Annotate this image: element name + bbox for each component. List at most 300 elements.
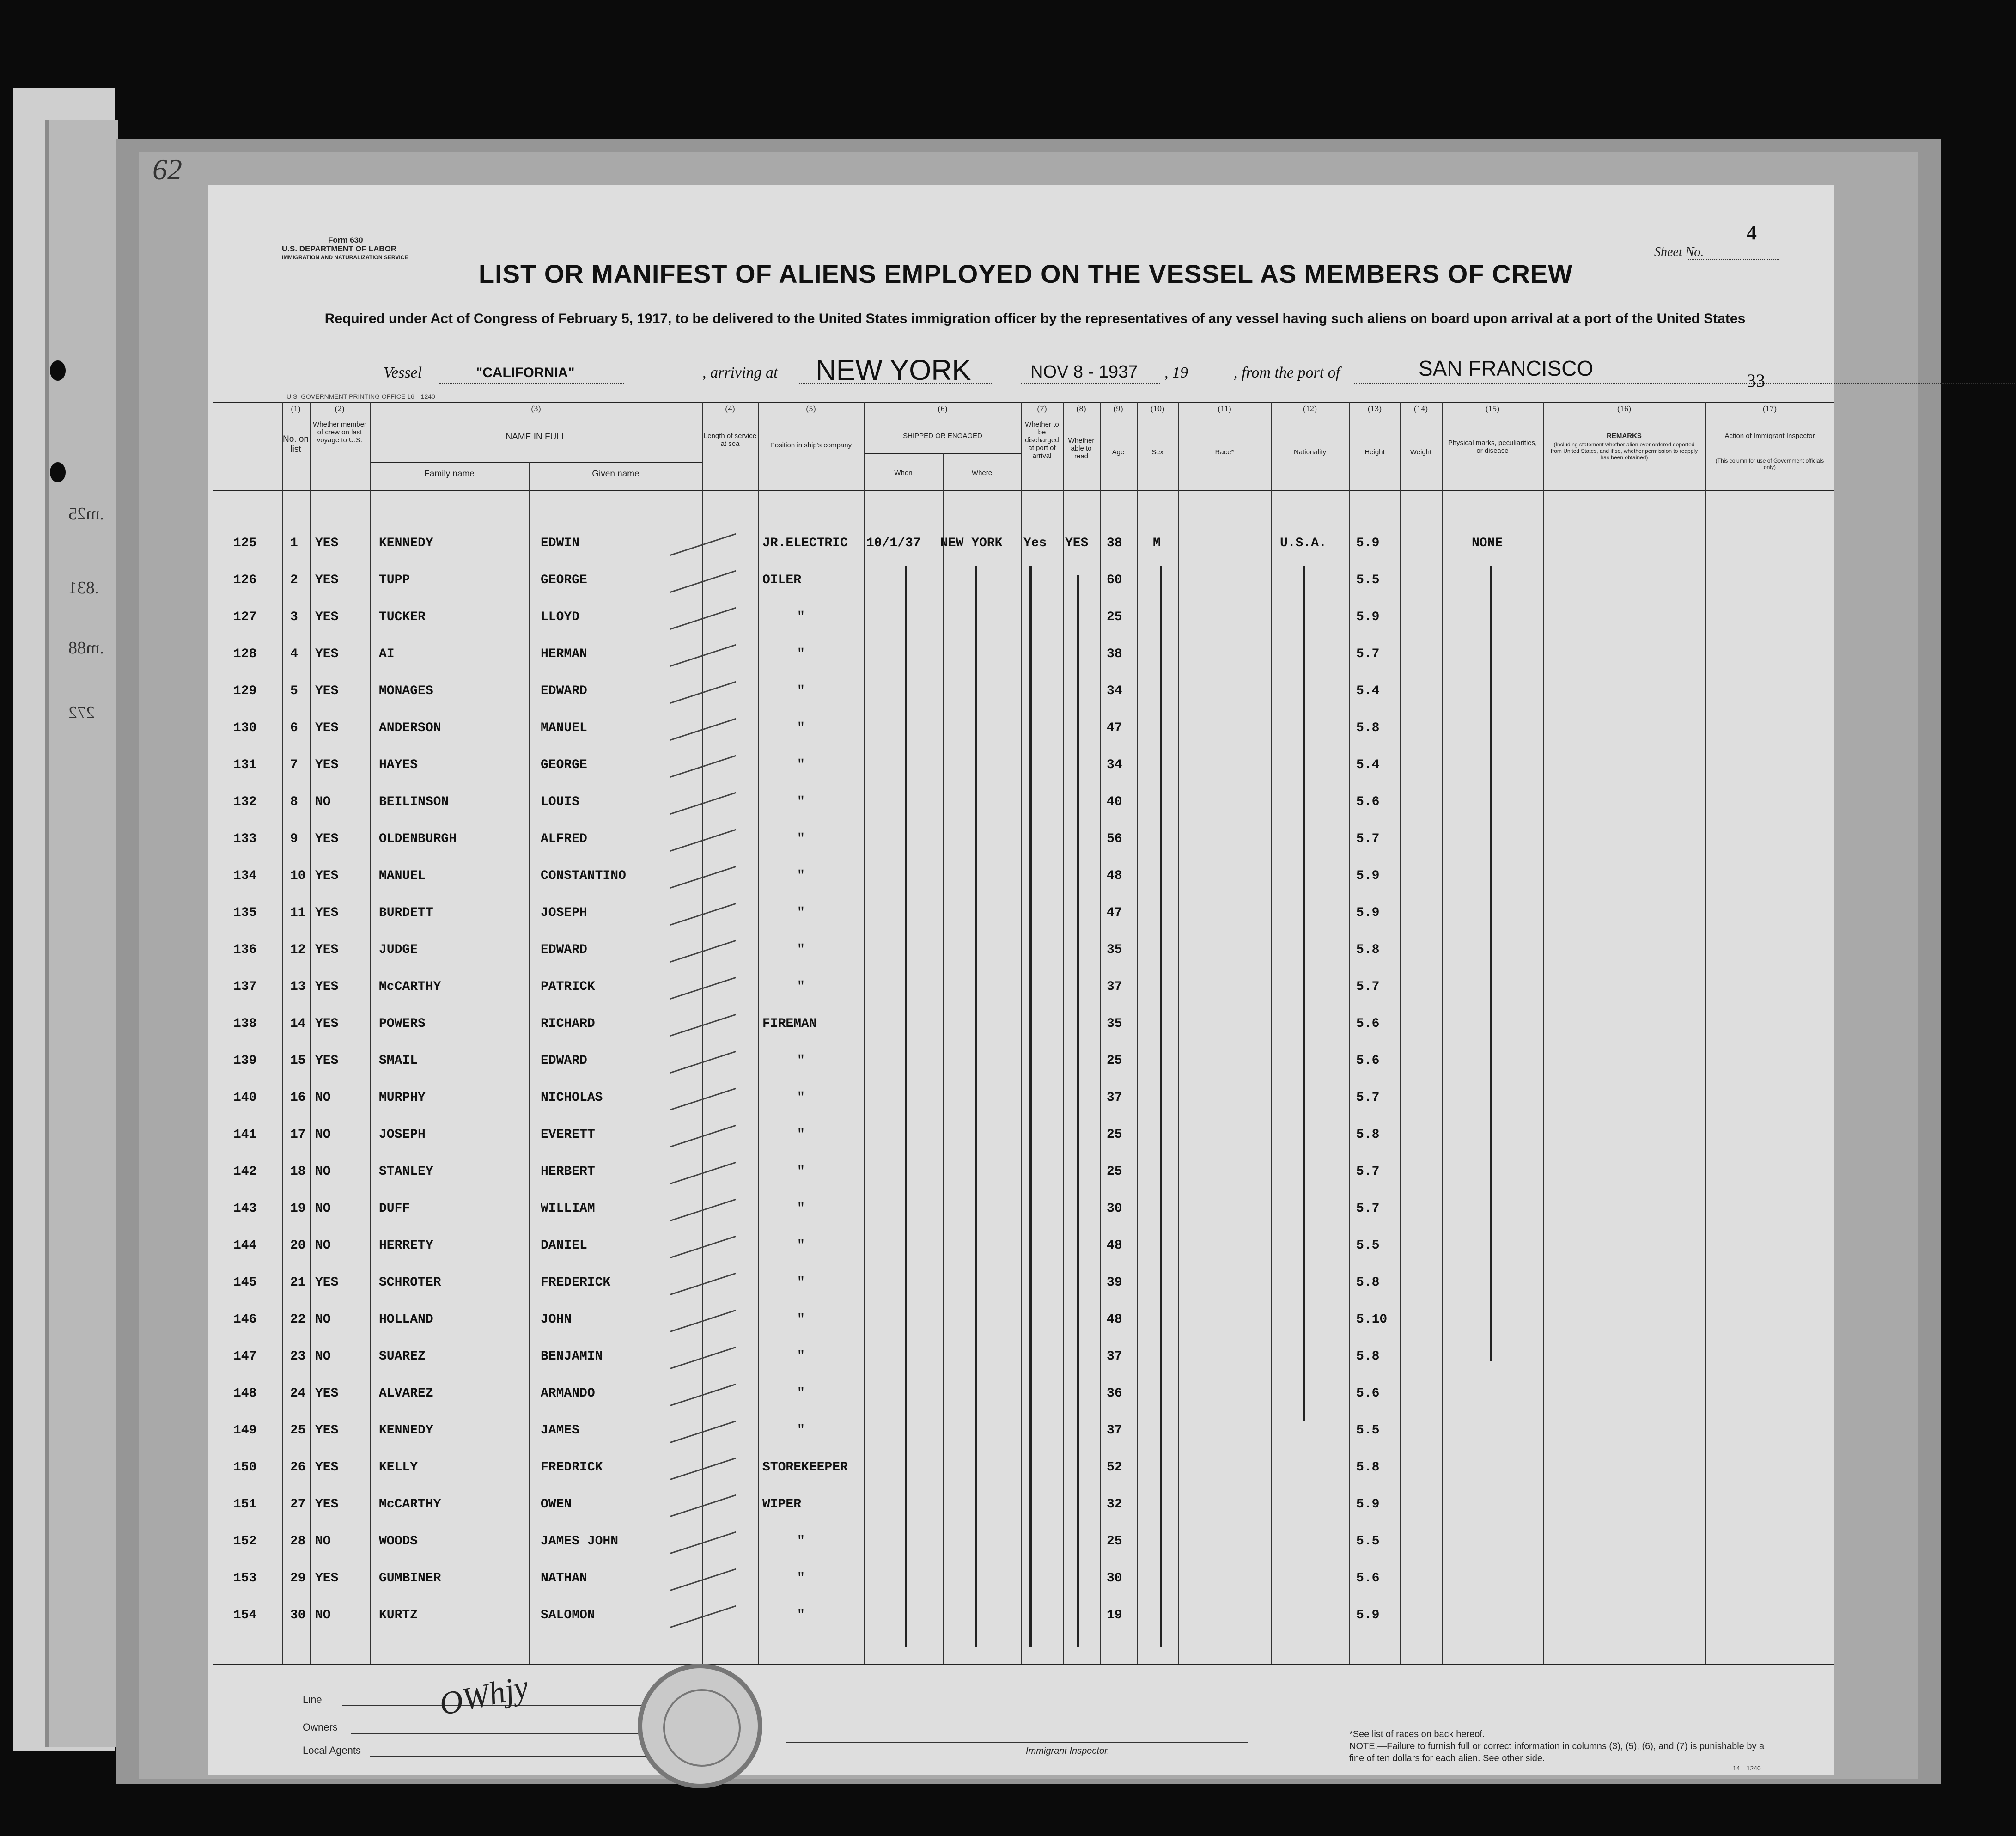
column-number: (9)	[1113, 404, 1123, 413]
row-ref-number: 136	[233, 943, 257, 957]
row-age: 25	[1107, 1534, 1122, 1549]
row-previous-voyage: NO	[315, 1349, 331, 1364]
row-previous-voyage: YES	[315, 1571, 339, 1586]
ditto-line-discharged	[1029, 566, 1032, 1647]
row-position: "	[797, 610, 805, 624]
inspector-label: Immigrant Inspector.	[1026, 1746, 1110, 1756]
row-previous-voyage: YES	[315, 943, 339, 957]
inspector-signature-rule	[786, 1742, 1248, 1743]
column-number: (8)	[1076, 404, 1086, 413]
row-list-number: 16	[290, 1091, 306, 1105]
row-family-name: ANDERSON	[379, 721, 441, 735]
row-position: "	[797, 758, 805, 772]
ditto-line-when	[905, 566, 907, 1647]
row-age: 34	[1107, 758, 1122, 772]
row-position: FIREMAN	[762, 1017, 817, 1031]
row-height: 5.9	[1356, 536, 1380, 550]
corner-pencil-mark: 62	[152, 153, 182, 186]
row-family-name: TUCKER	[379, 610, 426, 624]
row-given-name: EDWARD	[541, 1054, 587, 1068]
row-previous-voyage: YES	[315, 980, 339, 994]
table-row	[0, 1608, 2016, 1636]
handwritten-signature: OWhjy	[436, 1669, 532, 1723]
row-ref-number: 126	[233, 573, 257, 587]
binder-mark: .m88	[68, 638, 104, 658]
row-list-number: 18	[290, 1165, 306, 1179]
row-age: 35	[1107, 1017, 1122, 1031]
row-height: 5.7	[1356, 832, 1380, 846]
row-family-name: OLDENBURGH	[379, 832, 457, 846]
note-penalty: NOTE.—Failure to furnish full or correct information in columns (3), (5), (6), and (7) is punishable by a fine of ten dollars for each alien. See other side.	[1349, 1741, 1765, 1763]
row-family-name: SUAREZ	[379, 1349, 426, 1364]
header-race: Race*	[1215, 448, 1234, 456]
column-number: (4)	[725, 404, 735, 413]
row-ref-number: 140	[233, 1091, 257, 1105]
row-given-name: ARMANDO	[541, 1386, 595, 1401]
row-age: 39	[1107, 1275, 1122, 1290]
row-age: 38	[1107, 647, 1122, 661]
row-height: 5.5	[1356, 1534, 1380, 1549]
row-height: 5.9	[1356, 869, 1380, 883]
row-height: 5.6	[1356, 1571, 1380, 1586]
row-family-name: KURTZ	[379, 1608, 418, 1623]
row-age: 60	[1107, 573, 1122, 587]
table-row	[0, 1423, 2016, 1451]
ditto-line-read	[1077, 575, 1079, 1647]
row-position: "	[797, 1571, 805, 1586]
table-row	[0, 1202, 2016, 1229]
row-height: 5.9	[1356, 1497, 1380, 1512]
row-given-name: GEORGE	[541, 573, 587, 587]
row-age: 40	[1107, 795, 1122, 809]
table-row	[0, 536, 2016, 564]
header-discharged: Whether to be discharged at port of arrival	[1025, 421, 1059, 460]
row-previous-voyage: NO	[315, 1238, 331, 1253]
row-family-name: KENNEDY	[379, 1423, 433, 1438]
header-able-to-read: Whether able to read	[1068, 437, 1095, 460]
row-previous-voyage: NO	[315, 1534, 331, 1549]
header-when: When	[894, 469, 913, 477]
column-number: (15)	[1486, 404, 1499, 413]
row-family-name: DUFF	[379, 1202, 410, 1216]
row-previous-voyage: YES	[315, 1054, 339, 1068]
footer-owners-rule	[351, 1733, 665, 1734]
row-height: 5.8	[1356, 1460, 1380, 1475]
row-previous-voyage: YES	[315, 758, 339, 772]
row-previous-voyage: YES	[315, 647, 339, 661]
table-row	[0, 1054, 2016, 1081]
row-previous-voyage: YES	[315, 573, 339, 587]
table-row	[0, 1312, 2016, 1340]
row-age: 25	[1107, 1165, 1122, 1179]
row-list-number: 25	[290, 1423, 306, 1438]
row-given-name: DANIEL	[541, 1238, 587, 1253]
table-row	[0, 647, 2016, 675]
row-physical-marks: NONE	[1472, 536, 1503, 550]
row-family-name: HERRETY	[379, 1238, 433, 1253]
table-row	[0, 1275, 2016, 1303]
row-position: "	[797, 1238, 805, 1253]
row-height: 5.7	[1356, 1165, 1380, 1179]
row-previous-voyage: NO	[315, 1128, 331, 1142]
row-given-name: WILLIAM	[541, 1202, 595, 1216]
row-position: "	[797, 1386, 805, 1401]
table-row	[0, 684, 2016, 712]
table-row	[0, 906, 2016, 933]
row-given-name: CONSTANTINO	[541, 869, 626, 883]
department-name: U.S. DEPARTMENT OF LABOR	[282, 244, 397, 253]
header-age: Age	[1112, 448, 1125, 456]
table-row	[0, 1349, 2016, 1377]
row-given-name: EVERETT	[541, 1128, 595, 1142]
row-ref-number: 142	[233, 1165, 257, 1179]
row-given-name: HERMAN	[541, 647, 587, 661]
table-row	[0, 943, 2016, 970]
row-previous-voyage: NO	[315, 1165, 331, 1179]
row-height: 5.4	[1356, 684, 1380, 698]
arrival-date: NOV 8 - 1937	[1030, 362, 1138, 382]
row-position: "	[797, 1349, 805, 1364]
row-age: 48	[1107, 1238, 1122, 1253]
row-age: 37	[1107, 1349, 1122, 1364]
row-height: 5.7	[1356, 647, 1380, 661]
column-number: (6)	[938, 404, 948, 413]
table-row	[0, 610, 2016, 638]
row-list-number: 23	[290, 1349, 306, 1364]
row-list-number: 1	[290, 536, 298, 550]
header-previous-voyage: Whether member of crew on last voyage to U.S.	[313, 421, 366, 444]
row-given-name: RICHARD	[541, 1017, 595, 1031]
row-previous-voyage: YES	[315, 721, 339, 735]
footer-notes	[1349, 1728, 1765, 1764]
header-nationality: Nationality	[1293, 448, 1327, 456]
row-list-number: 6	[290, 721, 298, 735]
row-discharged: Yes	[1023, 536, 1047, 550]
row-ref-number: 130	[233, 721, 257, 735]
row-given-name: JOSEPH	[541, 906, 587, 920]
header-no-on-list: No. on list	[283, 434, 309, 454]
row-position: "	[797, 1312, 805, 1327]
row-family-name: SMAIL	[379, 1054, 418, 1068]
column-number: (16)	[1617, 404, 1631, 413]
row-height: 5.10	[1356, 1312, 1388, 1327]
row-ref-number: 150	[233, 1460, 257, 1475]
row-height: 5.9	[1356, 1608, 1380, 1623]
row-list-number: 4	[290, 647, 298, 661]
table-row	[0, 1460, 2016, 1488]
vessel-name-line	[439, 383, 624, 384]
row-given-name: JAMES	[541, 1423, 580, 1438]
sheet-label: Sheet No.	[1654, 245, 1704, 259]
row-age: 47	[1107, 721, 1122, 735]
row-list-number: 27	[290, 1497, 306, 1512]
from-label: , from the port of	[1234, 364, 1340, 381]
table-row	[0, 1128, 2016, 1155]
row-family-name: AI	[379, 647, 395, 661]
row-previous-voyage: YES	[315, 1460, 339, 1475]
vessel-label: Vessel	[384, 364, 422, 381]
column-number: (17)	[1763, 404, 1777, 413]
row-height: 5.5	[1356, 1238, 1380, 1253]
row-height: 5.8	[1356, 1349, 1380, 1364]
header-inspector-action: Action of Immigrant Inspector	[1724, 432, 1815, 440]
row-shipped-when: 10/1/37	[866, 536, 921, 550]
row-previous-voyage: YES	[315, 1423, 339, 1438]
row-ref-number: 137	[233, 980, 257, 994]
row-family-name: McCARTHY	[379, 1497, 441, 1512]
arriving-port-line	[799, 383, 993, 384]
row-family-name: HAYES	[379, 758, 418, 772]
row-given-name: EDWARD	[541, 684, 587, 698]
row-position: "	[797, 832, 805, 846]
table-header-rule	[213, 490, 1834, 491]
table-row	[0, 869, 2016, 897]
header-sex: Sex	[1151, 448, 1163, 456]
arriving-label: , arriving at	[702, 364, 778, 381]
row-position: "	[797, 647, 805, 661]
arriving-port: NEW YORK	[816, 354, 971, 386]
row-given-name: LOUIS	[541, 795, 580, 809]
row-ref-number: 152	[233, 1534, 257, 1549]
row-given-name: MANUEL	[541, 721, 587, 735]
row-family-name: SCHROTER	[379, 1275, 441, 1290]
row-family-name: HOLLAND	[379, 1312, 433, 1327]
row-ref-number: 151	[233, 1497, 257, 1512]
row-ref-number: 145	[233, 1275, 257, 1290]
table-row	[0, 795, 2016, 823]
binder-mark: .m25	[68, 504, 104, 524]
row-list-number: 19	[290, 1202, 306, 1216]
row-ref-number: 139	[233, 1054, 257, 1068]
column-number: (7)	[1037, 404, 1047, 413]
row-given-name: PATRICK	[541, 980, 595, 994]
page-subtitle: Required under Act of Congress of February 5, 1917, to be delivered to the United States immigration officer by the representatives of any vessel having such aliens on board upon arrival at a port of the United States	[324, 311, 1746, 326]
row-position: "	[797, 721, 805, 735]
page-title: LIST OR MANIFEST OF ALIENS EMPLOYED ON THE VESSEL AS MEMBERS OF CREW	[478, 259, 1573, 288]
row-list-number: 29	[290, 1571, 306, 1586]
row-height: 5.6	[1356, 1386, 1380, 1401]
binder-mark: 272	[68, 703, 95, 722]
row-ref-number: 147	[233, 1349, 257, 1364]
row-family-name: GUMBINER	[379, 1571, 441, 1586]
table-row	[0, 1534, 2016, 1562]
row-height: 5.8	[1356, 943, 1380, 957]
row-position: "	[797, 1091, 805, 1105]
row-family-name: JUDGE	[379, 943, 418, 957]
table-row	[0, 832, 2016, 860]
table-row	[0, 1017, 2016, 1044]
row-list-number: 10	[290, 869, 306, 883]
row-list-number: 3	[290, 610, 298, 624]
row-height: 5.6	[1356, 795, 1380, 809]
header-name-in-full: NAME IN FULL	[506, 432, 566, 442]
binder-mark: .831	[68, 578, 99, 598]
row-shipped-where: NEW YORK	[940, 536, 1003, 550]
header-position: Position in ship's company	[770, 441, 852, 449]
row-given-name: EDWARD	[541, 943, 587, 957]
ditto-line-where	[975, 566, 977, 1647]
column-number: (12)	[1303, 404, 1317, 413]
row-age: 37	[1107, 1091, 1122, 1105]
row-ref-number: 129	[233, 684, 257, 698]
table-top-rule	[213, 402, 1834, 403]
row-family-name: KELLY	[379, 1460, 418, 1475]
row-ref-number: 154	[233, 1608, 257, 1623]
row-ref-number: 125	[233, 536, 257, 550]
row-list-number: 2	[290, 573, 298, 587]
row-height: 5.9	[1356, 610, 1380, 624]
row-previous-voyage: YES	[315, 1017, 339, 1031]
table-row	[0, 980, 2016, 1007]
row-previous-voyage: YES	[315, 536, 339, 550]
form-header-block	[240, 236, 408, 262]
row-given-name: JOHN	[541, 1312, 572, 1327]
row-list-number: 14	[290, 1017, 306, 1031]
row-ref-number: 148	[233, 1386, 257, 1401]
table-row	[0, 1571, 2016, 1599]
row-list-number: 7	[290, 758, 298, 772]
row-age: 25	[1107, 1128, 1122, 1142]
row-position: STOREKEEPER	[762, 1460, 848, 1475]
row-list-number: 11	[290, 906, 306, 920]
row-position: "	[797, 1202, 805, 1216]
footer-line-label: Line	[303, 1694, 322, 1705]
header-inspector-note: (This column for use of Government officials only)	[1715, 457, 1824, 470]
row-position: JR.ELECTRIC	[762, 536, 848, 550]
row-family-name: MURPHY	[379, 1091, 426, 1105]
row-ref-number: 135	[233, 906, 257, 920]
row-height: 5.5	[1356, 573, 1380, 587]
header-remarks-note: (Including statement whether alien ever ordered deported from United States, and if so, whether permission to reapply has been obtained)	[1550, 441, 1698, 461]
row-previous-voyage: YES	[315, 869, 339, 883]
row-previous-voyage: NO	[315, 1608, 331, 1623]
row-age: 32	[1107, 1497, 1122, 1512]
row-list-number: 17	[290, 1128, 306, 1142]
vessel-name: "CALIFORNIA"	[476, 365, 575, 380]
row-ref-number: 127	[233, 610, 257, 624]
row-age: 34	[1107, 684, 1122, 698]
table-row	[0, 573, 2016, 601]
row-list-number: 13	[290, 980, 306, 994]
row-list-number: 24	[290, 1386, 306, 1401]
column-number: (14)	[1414, 404, 1428, 413]
row-family-name: MANUEL	[379, 869, 426, 883]
sheet-number: 4	[1747, 221, 1757, 244]
row-position: "	[797, 906, 805, 920]
year-label: , 19	[1164, 364, 1188, 381]
row-age: 35	[1107, 943, 1122, 957]
row-height: 5.7	[1356, 980, 1380, 994]
port-stamp	[638, 1664, 762, 1788]
row-age: 36	[1107, 1386, 1122, 1401]
row-position: OILER	[762, 573, 802, 587]
row-ref-number: 133	[233, 832, 257, 846]
row-list-number: 9	[290, 832, 298, 846]
row-position: "	[797, 1423, 805, 1438]
row-position: "	[797, 1275, 805, 1290]
row-list-number: 12	[290, 943, 306, 957]
row-previous-voyage: YES	[315, 832, 339, 846]
row-family-name: STANLEY	[379, 1165, 433, 1179]
column-number: (1)	[291, 404, 301, 413]
row-ref-number: 141	[233, 1128, 257, 1142]
row-age: 38	[1107, 536, 1122, 550]
row-ref-number: 138	[233, 1017, 257, 1031]
row-list-number: 30	[290, 1608, 306, 1623]
row-family-name: BEILINSON	[379, 795, 449, 809]
name-subheader-rule	[370, 462, 702, 463]
form-number: Form 630	[328, 236, 363, 244]
row-age: 19	[1107, 1608, 1122, 1623]
row-ref-number: 134	[233, 869, 257, 883]
row-age: 52	[1107, 1460, 1122, 1475]
punch-hole	[50, 462, 66, 482]
row-given-name: HERBERT	[541, 1165, 595, 1179]
row-position: WIPER	[762, 1497, 802, 1512]
row-position: "	[797, 1608, 805, 1623]
table-row	[0, 1386, 2016, 1414]
column-number: (3)	[531, 404, 541, 413]
row-given-name: ALFRED	[541, 832, 587, 846]
row-given-name: GEORGE	[541, 758, 587, 772]
row-list-number: 28	[290, 1534, 306, 1549]
row-age: 48	[1107, 869, 1122, 883]
row-height: 5.8	[1356, 1128, 1380, 1142]
row-family-name: ALVAREZ	[379, 1386, 433, 1401]
row-family-name: WOODS	[379, 1534, 418, 1549]
service-name: IMMIGRATION AND NATURALIZATION SERVICE	[282, 254, 408, 261]
row-previous-voyage: YES	[315, 1275, 339, 1290]
row-given-name: JAMES JOHN	[541, 1534, 619, 1549]
row-height: 5.4	[1356, 758, 1380, 772]
table-row	[0, 758, 2016, 786]
row-list-number: 26	[290, 1460, 306, 1475]
row-given-name: EDWIN	[541, 536, 580, 550]
row-age: 56	[1107, 832, 1122, 846]
ditto-line-marks	[1490, 566, 1492, 1361]
row-family-name: KENNEDY	[379, 536, 433, 550]
date-line	[1021, 383, 1160, 384]
printer-line: U.S. GOVERNMENT PRINTING OFFICE 16—1240	[286, 393, 435, 400]
row-family-name: BURDETT	[379, 906, 433, 920]
row-family-name: POWERS	[379, 1017, 426, 1031]
from-port: SAN FRANCISCO	[1419, 356, 1594, 380]
row-ref-number: 149	[233, 1423, 257, 1438]
row-ref-number: 146	[233, 1312, 257, 1327]
row-previous-voyage: YES	[315, 1386, 339, 1401]
row-list-number: 22	[290, 1312, 306, 1327]
row-previous-voyage: NO	[315, 1312, 331, 1327]
row-position: "	[797, 1165, 805, 1179]
column-number: (13)	[1368, 404, 1382, 413]
column-number: (2)	[335, 404, 345, 413]
row-position: "	[797, 1128, 805, 1142]
row-height: 5.6	[1356, 1054, 1380, 1068]
column-number: (10)	[1151, 404, 1164, 413]
row-given-name: NATHAN	[541, 1571, 587, 1586]
row-previous-voyage: YES	[315, 610, 339, 624]
row-family-name: TUPP	[379, 573, 410, 587]
ditto-line-nationality	[1303, 566, 1305, 1421]
row-previous-voyage: YES	[315, 684, 339, 698]
row-given-name: NICHOLAS	[541, 1091, 603, 1105]
table-row	[0, 721, 2016, 749]
header-given-name: Given name	[592, 469, 640, 479]
header-weight: Weight	[1410, 448, 1432, 456]
row-age: 37	[1107, 1423, 1122, 1438]
row-given-name: LLOYD	[541, 610, 580, 624]
row-position: "	[797, 869, 805, 883]
